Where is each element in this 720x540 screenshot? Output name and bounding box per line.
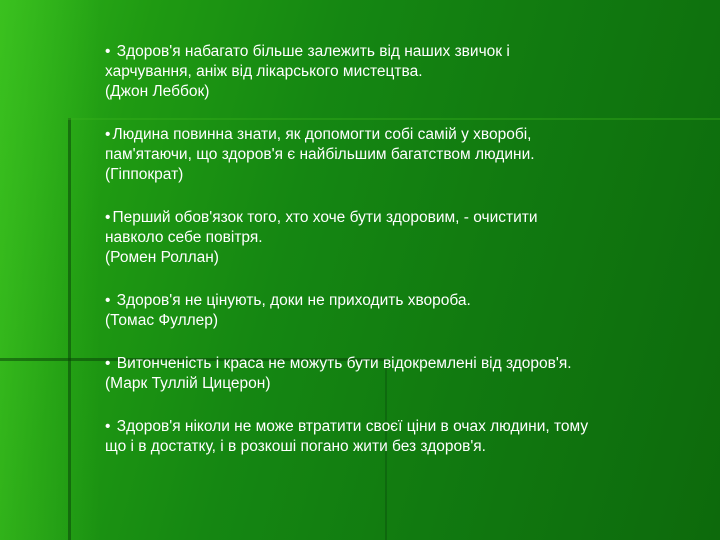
quote-item [105,354,685,394]
quote-text: Перший обов'язок того, хто хоче бути здоровим, - очистити [112,209,538,226]
quote-author: (Джон Леббок) [105,83,210,100]
bullet-icon: • [105,355,111,372]
quote-line [105,354,685,374]
quote-author: (Марк Туллій Цицерон) [105,375,271,392]
quote-item [105,291,685,331]
quote-line: що і в достатку, і в розкоші погано жити без здоров'я. [105,438,486,455]
quote-item [105,125,685,185]
quotes-list [105,42,685,480]
quote-text: Людина повинна знати, як допомогти собі самій у хворобі, [112,126,532,143]
bullet-icon: • [105,418,111,435]
quote-line: харчування, аніж від лікарського мистецтва. [105,63,423,80]
quote-item [105,42,685,102]
bullet-icon: • [105,126,111,143]
quote-author: (Гіппократ) [105,166,184,183]
quote-text: Витонченість і краса не можуть бути відокремлені від здоров'я. [116,355,572,372]
quote-line [105,208,685,228]
quote-line: навколо себе повітря. [105,229,263,246]
quote-line: пам'ятаючи, що здоров'я є найбільшим багатством людини. [105,146,535,163]
quote-text: Здоров'я не цінують, доки не приходить хвороба. [116,292,471,309]
quote-line [105,125,685,145]
decorative-line [68,118,71,540]
quote-line [105,42,685,62]
quote-text: Здоров'я набагато більше залежить від наших звичок і [116,43,510,60]
quote-line [105,291,685,311]
quote-author: (Томас Фуллер) [105,312,219,329]
quote-item [105,417,685,457]
bullet-icon: • [105,292,111,309]
bullet-icon: • [105,43,111,60]
quote-line [105,417,685,437]
quote-author: (Ромен Роллан) [105,249,219,266]
quote-text: Здоров'я ніколи не може втратити своєї ціни в очах людини, тому [116,418,589,435]
bullet-icon: • [105,209,111,226]
decorative-gradient-band [0,0,100,540]
quote-item [105,208,685,268]
